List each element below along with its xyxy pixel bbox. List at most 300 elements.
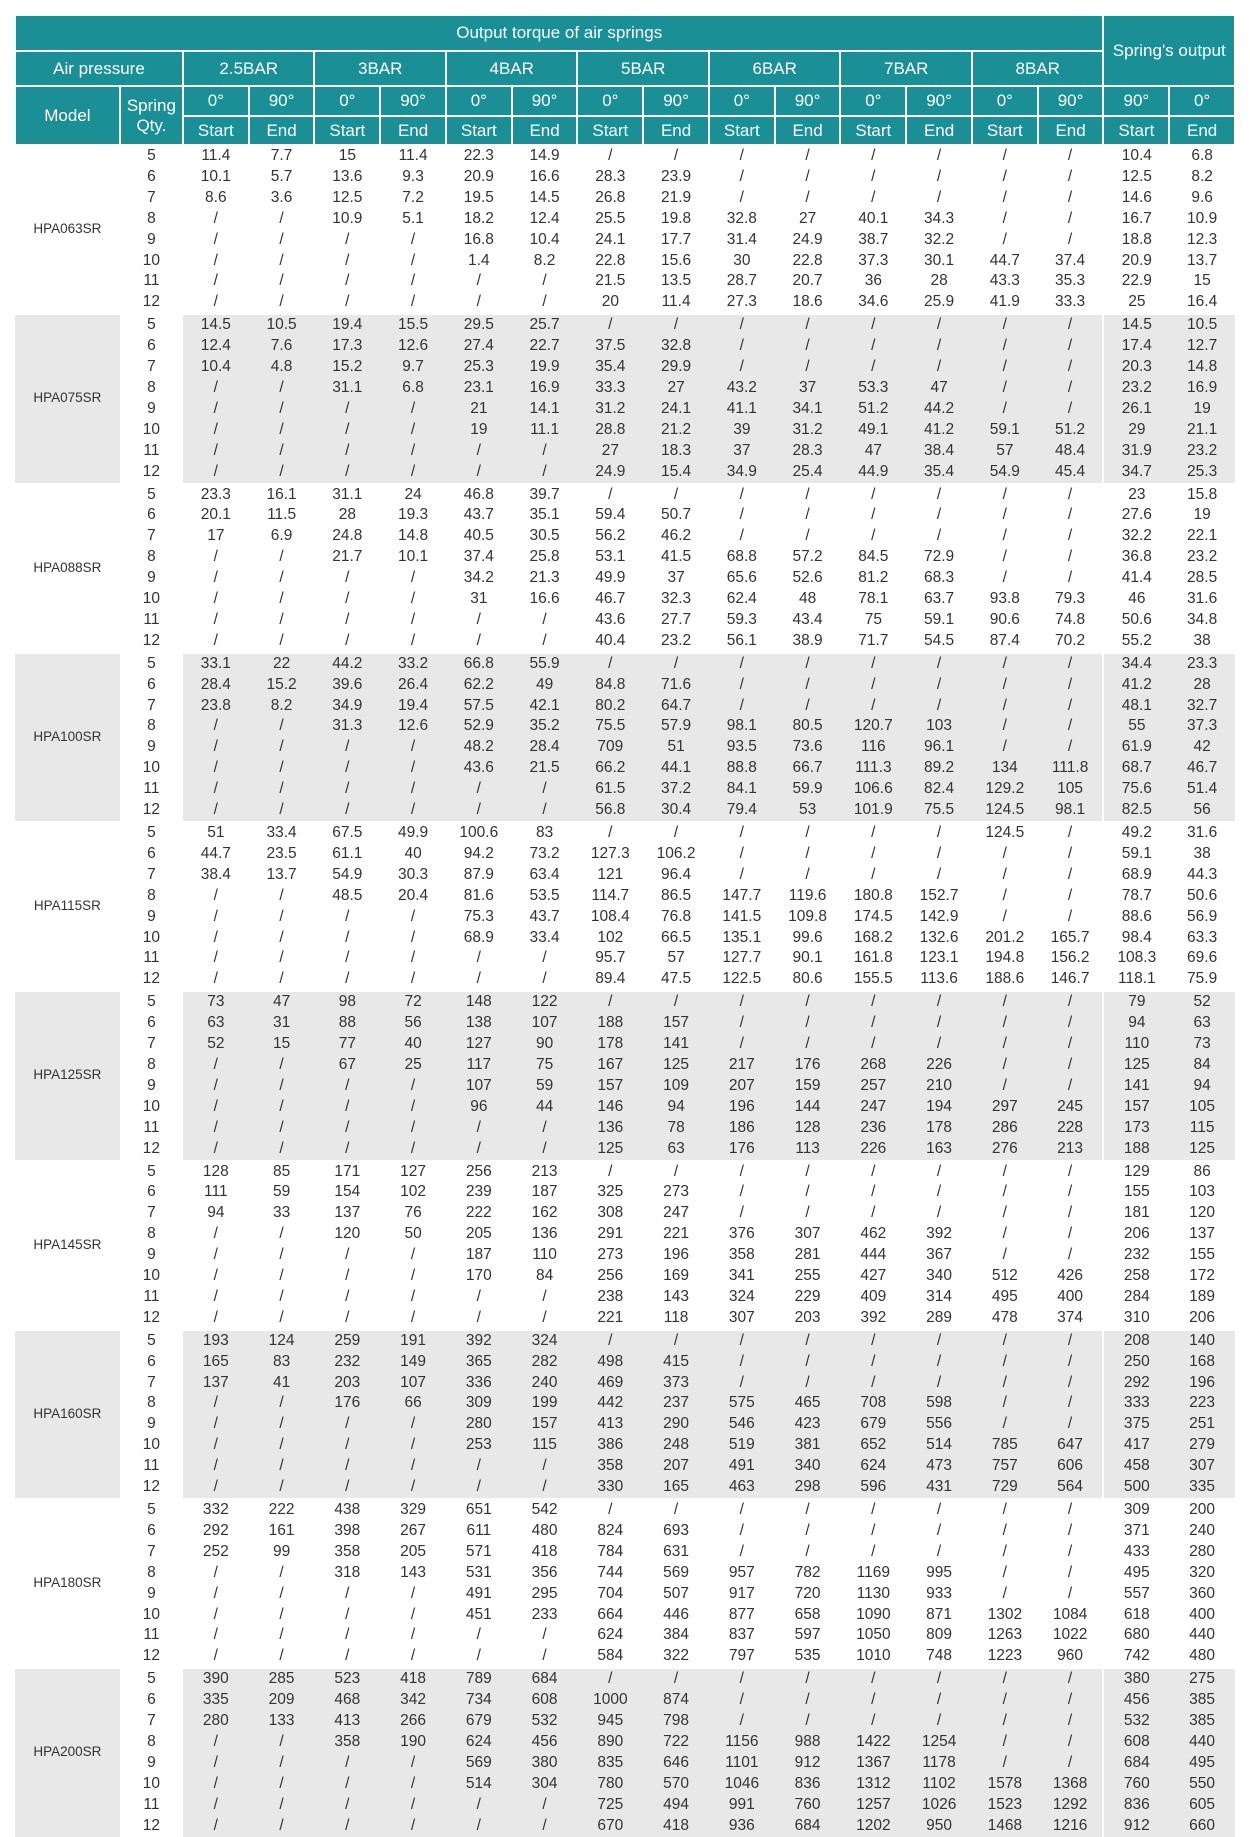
torque-cell: 495 [972,1287,1038,1308]
torque-cell: 83 [512,822,578,844]
phase-header: End [249,116,315,145]
torque-cell: 78 [643,1118,709,1139]
torque-cell: 132.6 [906,928,972,949]
torque-cell: 196 [1169,1373,1235,1394]
table-row [15,1013,1235,1034]
torque-cell: / [314,948,380,969]
torque-cell: 1254 [906,1732,972,1753]
torque-cell: 1257 [840,1795,906,1816]
table-row [15,1732,1235,1753]
torque-cell: 117 [446,1055,512,1076]
torque-cell: / [183,737,249,758]
torque-cell: / [906,844,972,865]
torque-cell: / [183,948,249,969]
torque-cell: 26.8 [577,188,643,209]
torque-cell: 84.5 [840,547,906,568]
torque-cell: 20.9 [446,167,512,188]
torque-cell: 38.4 [906,441,972,462]
torque-cell: / [709,1013,775,1034]
torque-cell: 178 [577,1034,643,1055]
torque-cell: 51.2 [840,399,906,420]
torque-cell: 67.5 [314,822,380,844]
torque-cell: 742 [1103,1646,1169,1668]
torque-cell: / [314,631,380,653]
torque-cell: / [314,399,380,420]
torque-cell: 72.9 [906,547,972,568]
torque-cell: / [840,505,906,526]
torque-cell: / [249,1308,315,1330]
torque-cell: / [183,1393,249,1414]
torque-cell: / [775,505,841,526]
torque-cell: 744 [577,1563,643,1584]
torque-cell: / [577,484,643,506]
torque-cell: 165 [183,1352,249,1373]
torque-cell: 40.1 [840,209,906,230]
torque-cell: 418 [512,1542,578,1563]
torque-cell: / [512,948,578,969]
torque-cell: 64.7 [643,696,709,717]
torque-cell: / [380,230,446,251]
torque-cell: 23.2 [643,631,709,653]
torque-cell: 31.4 [709,230,775,251]
torque-cell: 51 [183,822,249,844]
torque-cell: / [314,420,380,441]
torque-cell: 75 [840,610,906,631]
torque-cell: 133 [249,1711,315,1732]
torque-cell: / [314,1456,380,1477]
torque-cell: 107 [380,1373,446,1394]
torque-cell: 341 [709,1266,775,1287]
table-row [15,1456,1235,1477]
torque-cell: / [906,505,972,526]
torque-cell: / [906,188,972,209]
phase-header: Start [577,116,643,145]
torque-cell: 373 [643,1373,709,1394]
torque-cell: / [1038,1330,1104,1352]
torque-cell: 564 [1038,1477,1104,1499]
table-row [15,209,1235,230]
torque-cell: 109 [643,1076,709,1097]
torque-cell: 59.9 [775,779,841,800]
torque-cell: 252 [183,1542,249,1563]
torque-cell: 208 [1103,1330,1169,1352]
torque-cell: / [380,1435,446,1456]
torque-cell: 15 [314,145,380,167]
torque-cell: 66 [380,1393,446,1414]
torque-cell: 465 [775,1393,841,1414]
torque-cell: 468 [314,1690,380,1711]
torque-cell: / [183,1414,249,1435]
torque-cell: / [972,314,1038,336]
torque-cell: / [380,1456,446,1477]
torque-cell: / [1038,716,1104,737]
torque-cell: / [972,1182,1038,1203]
torque-cell: / [249,547,315,568]
torque-cell: / [775,1034,841,1055]
torque-cell: 679 [446,1711,512,1732]
torque-cell: 46 [1103,589,1169,610]
torque-cell: 36.8 [1103,547,1169,568]
torque-cell: 890 [577,1732,643,1753]
spring-qty-cell: 10 [120,1774,183,1795]
torque-cell: 8.2 [249,696,315,717]
torque-cell: 141.5 [709,907,775,928]
torque-cell: / [775,314,841,336]
torque-cell: 27.3 [709,292,775,314]
phase-header: End [512,116,578,145]
pressure-header: 4BAR [446,51,578,86]
torque-cell: / [512,1795,578,1816]
torque-cell: / [512,969,578,991]
table-row [15,167,1235,188]
table-row [15,737,1235,758]
torque-cell: 59 [249,1182,315,1203]
torque-cell: 154 [314,1182,380,1203]
torque-cell: 15.2 [249,675,315,696]
torque-cell: / [183,271,249,292]
torque-cell: / [775,1013,841,1034]
spring-qty-cell: 5 [120,484,183,506]
spring-qty-cell: 9 [120,1076,183,1097]
model-name: HPA115SR [15,822,120,991]
torque-cell: / [380,1774,446,1795]
torque-cell: 79.3 [1038,589,1104,610]
table-row [15,1118,1235,1139]
torque-cell: 190 [380,1732,446,1753]
torque-cell: 159 [775,1076,841,1097]
torque-cell: 84.1 [709,779,775,800]
torque-cell: 56 [1169,800,1235,822]
torque-cell: 48.2 [446,737,512,758]
torque-cell: / [643,1499,709,1521]
torque-cell: 276 [972,1139,1038,1161]
spring-qty-cell: 7 [120,357,183,378]
torque-cell: 38.9 [775,631,841,653]
torque-cell: 50.6 [1103,610,1169,631]
spring-qty-cell: 7 [120,1034,183,1055]
spring-qty-cell: 7 [120,1542,183,1563]
torque-cell: 12.6 [380,336,446,357]
torque-cell: / [906,1182,972,1203]
torque-cell: / [775,865,841,886]
torque-cell: / [972,1034,1038,1055]
torque-cell: / [709,484,775,506]
torque-cell: / [183,969,249,991]
torque-cell: / [840,1161,906,1183]
torque-cell: 34.6 [840,292,906,314]
torque-cell: 194.8 [972,948,1038,969]
torque-cell: 1101 [709,1753,775,1774]
torque-cell: 115 [512,1435,578,1456]
torque-cell: 704 [577,1584,643,1605]
torque-cell: / [840,865,906,886]
angle-header: 0° [709,86,775,116]
torque-cell: 22.1 [1169,526,1235,547]
spring-qty-cell: 9 [120,737,183,758]
torque-cell: 1367 [840,1753,906,1774]
torque-cell: / [972,1352,1038,1373]
torque-cell: 10.4 [1103,145,1169,167]
spring-qty-cell: 9 [120,1584,183,1605]
model-group [15,314,1235,483]
torque-cell: 342 [380,1690,446,1711]
torque-cell: 44 [512,1097,578,1118]
torque-cell: / [972,547,1038,568]
spring-qty-cell: 11 [120,271,183,292]
torque-cell: / [577,1668,643,1690]
torque-cell: 571 [446,1542,512,1563]
torque-cell: / [314,1795,380,1816]
torque-cell: 98 [314,991,380,1013]
torque-cell: 14.8 [1169,357,1235,378]
spring-qty-cell: 7 [120,865,183,886]
spring-qty-cell: 6 [120,675,183,696]
torque-cell: 37 [709,441,775,462]
torque-cell: 40 [380,844,446,865]
torque-cell: 53.1 [577,547,643,568]
torque-cell: 232 [1103,1245,1169,1266]
torque-cell: 239 [446,1182,512,1203]
torque-cell: / [906,357,972,378]
torque-cell: / [249,589,315,610]
torque-cell: 165 [643,1477,709,1499]
torque-cell: 392 [840,1308,906,1330]
torque-cell: / [906,675,972,696]
torque-cell: 135.1 [709,928,775,949]
torque-cell: / [446,1646,512,1668]
torque-cell: 307 [709,1308,775,1330]
torque-cell: / [1038,1352,1104,1373]
torque-cell: 6.9 [249,526,315,547]
torque-cell: 180.8 [840,886,906,907]
spring-qty-cell: 9 [120,230,183,251]
torque-cell: 292 [183,1521,249,1542]
torque-cell: 20.9 [1103,251,1169,272]
torque-cell: 56.9 [1169,907,1235,928]
torque-cell: 282 [512,1352,578,1373]
torque-cell: 297 [972,1097,1038,1118]
torque-cell: / [906,1161,972,1183]
torque-cell: / [906,696,972,717]
torque-cell: 90.1 [775,948,841,969]
torque-cell: 33.1 [183,653,249,675]
torque-cell: / [249,907,315,928]
torque-cell: / [446,1287,512,1308]
torque-cell: / [972,167,1038,188]
torque-cell: 31 [249,1013,315,1034]
torque-cell: 105 [1038,779,1104,800]
torque-cell: / [775,991,841,1013]
torque-cell: 203 [314,1373,380,1394]
torque-cell: 400 [1169,1605,1235,1626]
torque-cell: 28.4 [183,675,249,696]
torque-cell: 106.6 [840,779,906,800]
torque-cell: / [380,737,446,758]
torque-cell: 256 [446,1161,512,1183]
torque-cell: 120.7 [840,716,906,737]
phase-header: Start [314,116,380,145]
torque-cell: / [249,271,315,292]
torque-cell: 119.6 [775,886,841,907]
torque-cell: / [1038,378,1104,399]
torque-cell: 89.4 [577,969,643,991]
torque-cell: 358 [314,1732,380,1753]
torque-cell: 16.6 [512,167,578,188]
torque-cell: 30.1 [906,251,972,272]
torque-cell: 8.6 [183,188,249,209]
torque-cell: / [972,1499,1038,1521]
table-header [15,15,1235,145]
torque-cell: 210 [906,1076,972,1097]
torque-cell: 757 [972,1456,1038,1477]
torque-cell: / [446,631,512,653]
torque-cell: 17.4 [1103,336,1169,357]
torque-cell: 237 [643,1393,709,1414]
torque-cell: 37.5 [577,336,643,357]
spring-qty-cell: 12 [120,969,183,991]
torque-cell: 22.8 [775,251,841,272]
torque-cell: / [577,145,643,167]
torque-cell: 28.3 [577,167,643,188]
torque-cell: 63 [1169,1013,1235,1034]
torque-cell: / [380,292,446,314]
table-row [15,1477,1235,1499]
torque-cell: 38 [1169,844,1235,865]
table-row [15,251,1235,272]
torque-cell: / [314,1646,380,1668]
torque-cell: / [840,1203,906,1224]
torque-cell: / [249,1456,315,1477]
torque-cell: 125 [1103,1055,1169,1076]
torque-cell: / [183,1456,249,1477]
torque-cell: 446 [643,1605,709,1626]
torque-cell: 33.2 [380,653,446,675]
torque-cell: 469 [577,1373,643,1394]
torque-cell: 103 [906,716,972,737]
torque-cell: 57 [972,441,1038,462]
torque-cell: 68.9 [446,928,512,949]
torque-cell: / [840,1711,906,1732]
torque-cell: 797 [709,1646,775,1668]
spring-qty-cell: 12 [120,1139,183,1161]
model-name: HPA100SR [15,653,120,822]
torque-cell: 78.7 [1103,886,1169,907]
torque-cell: / [183,1245,249,1266]
torque-cell: / [577,1161,643,1183]
torque-cell: 61.5 [577,779,643,800]
torque-cell: 462 [840,1224,906,1245]
torque-cell: 11.4 [380,145,446,167]
model-name: HPA125SR [15,991,120,1160]
model-group [15,484,1235,653]
torque-cell: / [512,462,578,484]
torque-cell: / [314,1287,380,1308]
torque-cell: / [709,1034,775,1055]
torque-cell: 146 [577,1097,643,1118]
table-row [15,886,1235,907]
torque-cell: 19.5 [446,188,512,209]
table-row [15,1308,1235,1330]
torque-cell: / [840,653,906,675]
torque-cell: 155.5 [840,969,906,991]
torque-cell: 99 [249,1542,315,1563]
torque-cell: 96.1 [906,737,972,758]
torque-cell: / [512,800,578,822]
torque-cell: / [906,314,972,336]
phase-header: Start [840,116,906,145]
spring-qty-cell: 6 [120,336,183,357]
torque-cell: 152.7 [906,886,972,907]
torque-cell: 28 [314,505,380,526]
torque-cell: / [183,610,249,631]
model-group [15,991,1235,1160]
torque-cell: 207 [709,1076,775,1097]
torque-cell: 66.5 [643,928,709,949]
torque-cell: / [1038,167,1104,188]
torque-cell: / [1038,230,1104,251]
torque-cell: / [1038,399,1104,420]
torque-cell: / [972,1711,1038,1732]
torque-cell: / [380,1139,446,1161]
spring-qty-cell: 5 [120,145,183,167]
torque-cell: 519 [709,1435,775,1456]
torque-cell: 120 [314,1224,380,1245]
torque-cell: / [972,1055,1038,1076]
spring-qty-cell: 7 [120,1373,183,1394]
table-row [15,1690,1235,1711]
torque-cell: / [1038,1224,1104,1245]
torque-cell: 325 [577,1182,643,1203]
torque-cell: / [709,675,775,696]
torque-cell: / [183,758,249,779]
torque-cell: 35.2 [512,716,578,737]
torque-cell: / [775,357,841,378]
torque-cell: 94.2 [446,844,512,865]
table-row [15,1203,1235,1224]
torque-cell: / [446,1118,512,1139]
torque-cell: 66.8 [446,653,512,675]
torque-cell: / [972,1668,1038,1690]
torque-cell: 10.5 [249,314,315,336]
torque-cell: / [840,675,906,696]
torque-cell: / [314,1753,380,1774]
torque-cell: 27.4 [446,336,512,357]
torque-cell: / [1038,1542,1104,1563]
torque-cell: / [840,1690,906,1711]
torque-cell: 36 [840,271,906,292]
torque-cell: 9.3 [380,167,446,188]
torque-cell: 570 [643,1774,709,1795]
table-row [15,1373,1235,1394]
torque-cell: 98.1 [1038,800,1104,822]
torque-cell: / [906,653,972,675]
torque-cell: 232 [314,1352,380,1373]
torque-cell: / [972,1753,1038,1774]
torque-cell: 49.1 [840,420,906,441]
torque-cell: 427 [840,1266,906,1287]
torque-cell: / [380,589,446,610]
torque-cell: 50.7 [643,505,709,526]
torque-cell: 127.3 [577,844,643,865]
torque-cell: 611 [446,1521,512,1542]
torque-cell: / [906,822,972,844]
torque-cell: / [249,1118,315,1139]
torque-cell: 186 [709,1118,775,1139]
torque-cell: 22.3 [446,145,512,167]
torque-cell: 10.5 [1169,314,1235,336]
table-row [15,969,1235,991]
model-name: HPA075SR [15,314,120,483]
